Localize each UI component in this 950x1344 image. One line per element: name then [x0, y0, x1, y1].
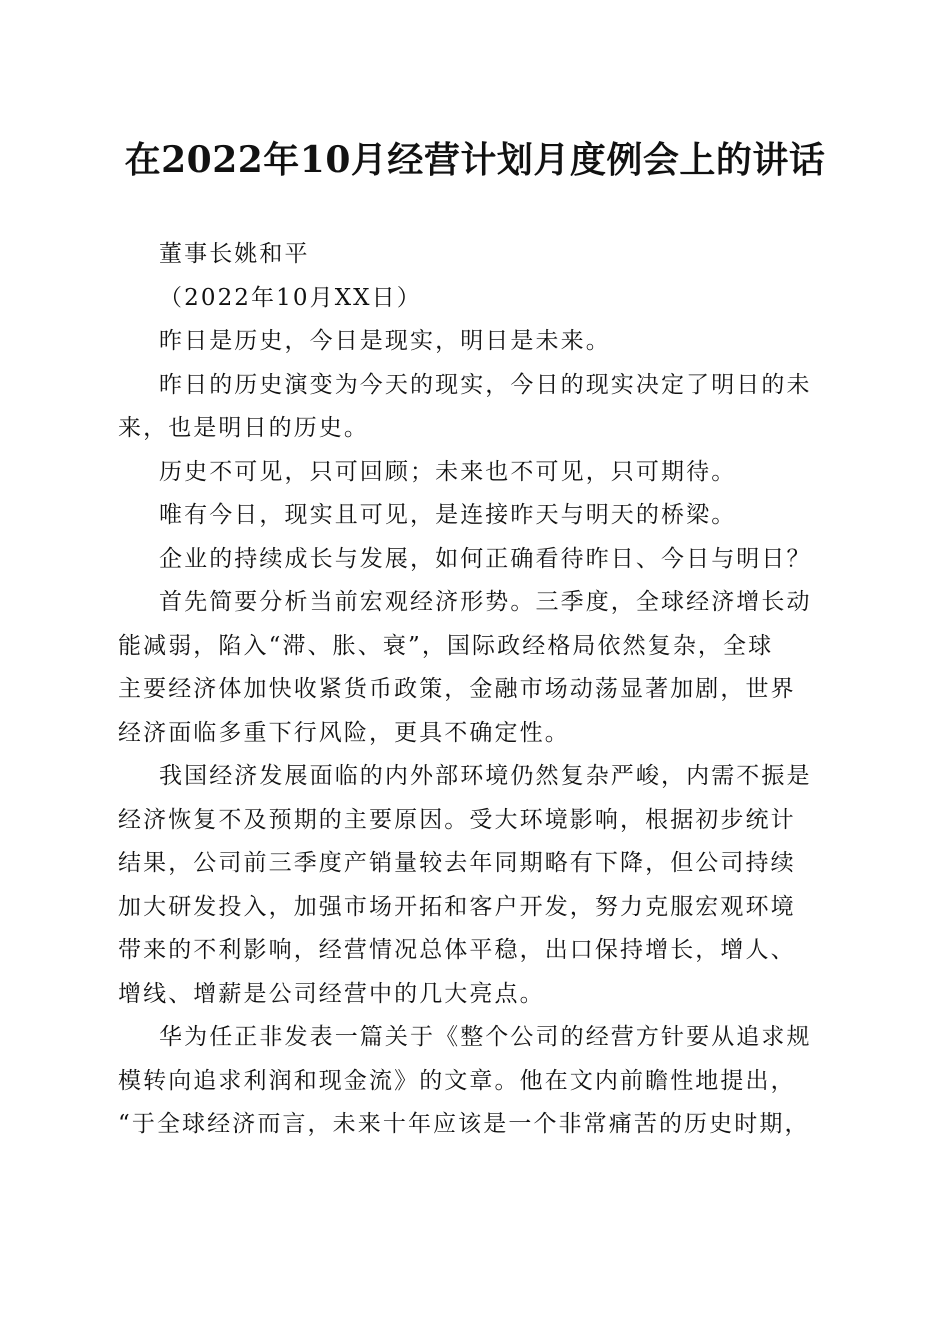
paragraph-continuation-line: 模转向追求利润和现金流》的文章。他在文内前瞻性地提出，	[118, 1067, 796, 1094]
paragraph-continuation-line: 结果，公司前三季度产销量较去年同期略有下降，但公司持续	[118, 850, 796, 876]
paragraph-continuation-line: 经济恢复不及预期的主要原因。受大环境影响，根据初步统计	[118, 806, 796, 833]
document-title: 在2022年10月经营计划月度例会上的讲话	[124, 139, 826, 181]
speaker-line: 董事长姚和平	[159, 241, 310, 267]
paragraph-continuation-line: 主要经济体加快收紧货币政策，金融市场动荡显著加剧，世界	[118, 676, 796, 702]
paragraph-continuation-line: “于全球经济而言，未来十年应该是一个非常痛苦的历史时期，	[118, 1111, 810, 1137]
paragraph-first-line: 首先简要分析当前宏观经济形势。三季度，全球经济增长动	[159, 589, 812, 615]
paragraph-first-line: 昨日是历史，今日是现实，明日是未来。	[159, 328, 611, 354]
document-body	[118, 233, 830, 1147]
paragraph-continuation-line: 增线、增薪是公司经营中的几大亮点。	[118, 980, 545, 1007]
paragraph-first-line: 我国经济发展面临的内外部环境仍然复杂严峻，内需不振是	[159, 763, 812, 789]
paragraph-first-line: 昨日的历史演变为今天的现实，今日的现实决定了明日的未	[159, 371, 812, 398]
paragraph-continuation-line: 能减弱，陷入“滞、胀、衰”，国际政经格局依然复杂，全球	[118, 632, 774, 659]
paragraph-continuation-line: 加大研发投入，加强市场开拓和客户开发，努力克服宏观环境	[118, 893, 796, 920]
paragraph-first-line: 唯有今日，现实且可见，是连接昨天与明天的桥梁。	[159, 502, 737, 528]
paragraph-list	[118, 320, 830, 1147]
paragraph-continuation-line: 经济面临多重下行风险，更具不确定性。	[118, 719, 570, 746]
paragraph-first-line: 历史不可见，只可回顾；未来也不可见，只可期待。	[159, 458, 737, 485]
paragraph-first-line: 华为任正非发表一篇关于《整个公司的经营方针要从追求规	[159, 1024, 812, 1050]
paragraph-continuation-line: 来，也是明日的历史。	[118, 415, 369, 441]
paragraph-continuation-line: 带来的不利影响，经营情况总体平稳，出口保持增长，增人、	[118, 937, 796, 963]
date-line: （2022年10月XX日）	[159, 284, 422, 311]
paragraph-first-line: 企业的持续成长与发展，如何正确看待昨日、今日与明日？	[159, 545, 812, 572]
